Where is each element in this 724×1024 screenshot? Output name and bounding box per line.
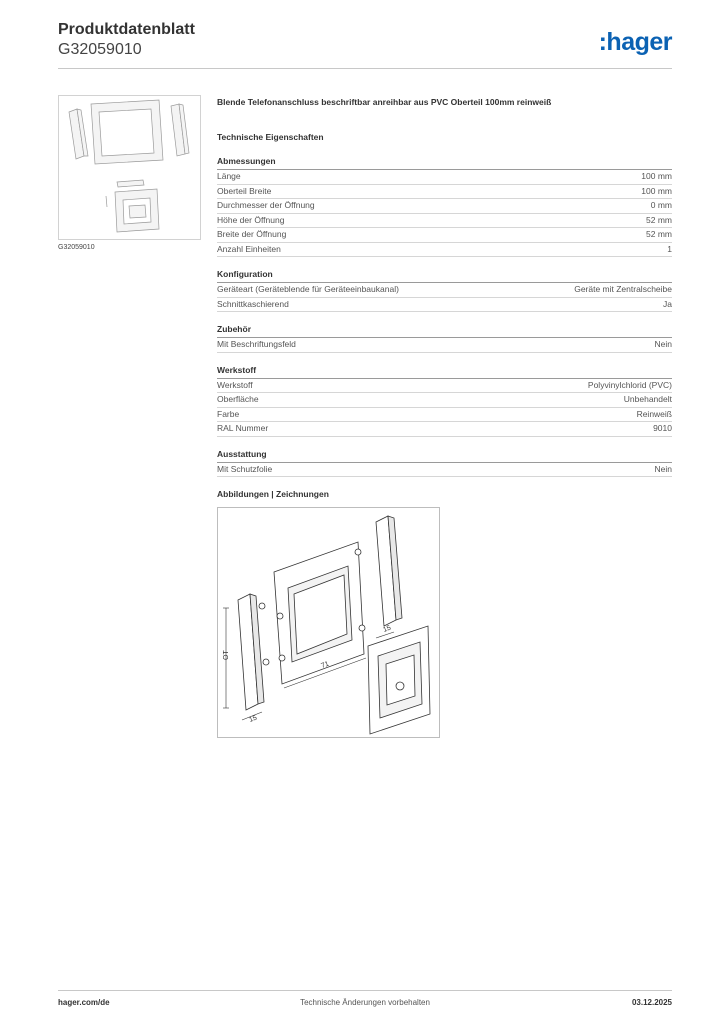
- footer-note: Technische Änderungen vorbehalten: [300, 998, 430, 1007]
- row-label: Höhe der Öffnung: [217, 214, 285, 225]
- row-label: Geräteart (Geräteblende für Geräteeinbaukanal): [217, 284, 399, 294]
- section-material: [217, 365, 672, 437]
- section-accessories: [217, 324, 672, 353]
- row-label: Schnittkaschierend: [217, 298, 289, 309]
- product-details: [217, 96, 672, 477]
- table-row: [217, 463, 672, 478]
- row-value: 1: [667, 243, 672, 254]
- document-title: Produktdatenblatt: [58, 21, 195, 38]
- footer-website-link[interactable]: hager.com/de: [58, 998, 110, 1007]
- row-label: Oberteil Breite: [217, 185, 272, 196]
- section-configuration: [217, 269, 672, 312]
- section-title: Konfiguration: [217, 269, 672, 283]
- table-row: [217, 199, 672, 214]
- row-value: 100 mm: [641, 171, 672, 181]
- row-label: Mit Schutzfolie: [217, 463, 273, 474]
- table-row: [217, 338, 672, 353]
- hager-logo: :hager: [598, 28, 672, 56]
- row-value: Polyvinylchlorid (PVC): [587, 379, 672, 390]
- row-label: Länge: [217, 171, 241, 181]
- technical-drawing-icon: [218, 508, 439, 737]
- row-label: RAL Nummer: [217, 423, 269, 433]
- row-label: Anzahl Einheiten: [217, 243, 281, 254]
- product-thumbnail: [58, 95, 201, 240]
- section-dimensions: [217, 156, 672, 257]
- row-value: 9010: [653, 423, 672, 433]
- row-value: 0 mm: [650, 200, 672, 210]
- table-row: [217, 379, 672, 394]
- section-equipment: [217, 449, 672, 478]
- dimension-height-label: OT: [223, 650, 230, 660]
- product-number: G32059010: [58, 41, 142, 58]
- dimension-width-label: 71: [320, 660, 331, 670]
- row-value: 52 mm: [646, 214, 672, 225]
- table-row: [217, 408, 672, 423]
- table-row: [217, 214, 672, 229]
- section-title: Ausstattung: [217, 449, 672, 463]
- figures-title: Abbildungen | Zeichnungen: [217, 489, 329, 499]
- section-title: Zubehör: [217, 324, 672, 338]
- section-title: Werkstoff: [217, 365, 672, 379]
- row-label: Oberfläche: [217, 394, 259, 404]
- table-row: [217, 185, 672, 200]
- footer-divider: [58, 990, 672, 991]
- row-value: Reinweiß: [636, 408, 672, 419]
- table-row: [217, 283, 672, 298]
- footer-date: 03.12.2025: [631, 998, 672, 1007]
- table-row: [217, 393, 672, 408]
- row-label: Durchmesser der Öffnung: [217, 200, 315, 210]
- table-row: [217, 243, 672, 258]
- tech-properties-title: Technische Eigenschaften: [217, 132, 324, 142]
- table-row: [217, 228, 672, 243]
- row-value: Nein: [654, 339, 672, 349]
- thumbnail-caption: G32059010: [58, 244, 95, 251]
- row-value: Geräte mit Zentralscheibe: [574, 284, 672, 294]
- header-divider: [58, 68, 672, 69]
- row-label: Mit Beschriftungsfeld: [217, 339, 296, 349]
- table-row: [217, 170, 672, 185]
- row-value: Unbehandelt: [623, 394, 672, 404]
- dimension-depth-label: 15: [248, 714, 259, 724]
- row-value: Nein: [654, 463, 672, 474]
- product-description: Blende Telefonanschluss beschriftbar anreihbar aus PVC Oberteil 100mm reinweiß: [217, 97, 552, 107]
- row-value: 100 mm: [641, 185, 672, 196]
- dimension-depth-label: 15: [382, 624, 393, 634]
- row-label: Farbe: [217, 408, 240, 419]
- page-header: [58, 20, 672, 70]
- product-photo-icon: [59, 96, 200, 239]
- table-row: [217, 298, 672, 313]
- technical-drawing: [217, 507, 440, 738]
- row-label: Breite der Öffnung: [217, 229, 287, 239]
- table-row: [217, 422, 672, 437]
- row-value: 52 mm: [646, 229, 672, 239]
- section-title: Abmessungen: [217, 156, 672, 170]
- row-value: Ja: [663, 298, 672, 309]
- row-label: Werkstoff: [217, 379, 253, 390]
